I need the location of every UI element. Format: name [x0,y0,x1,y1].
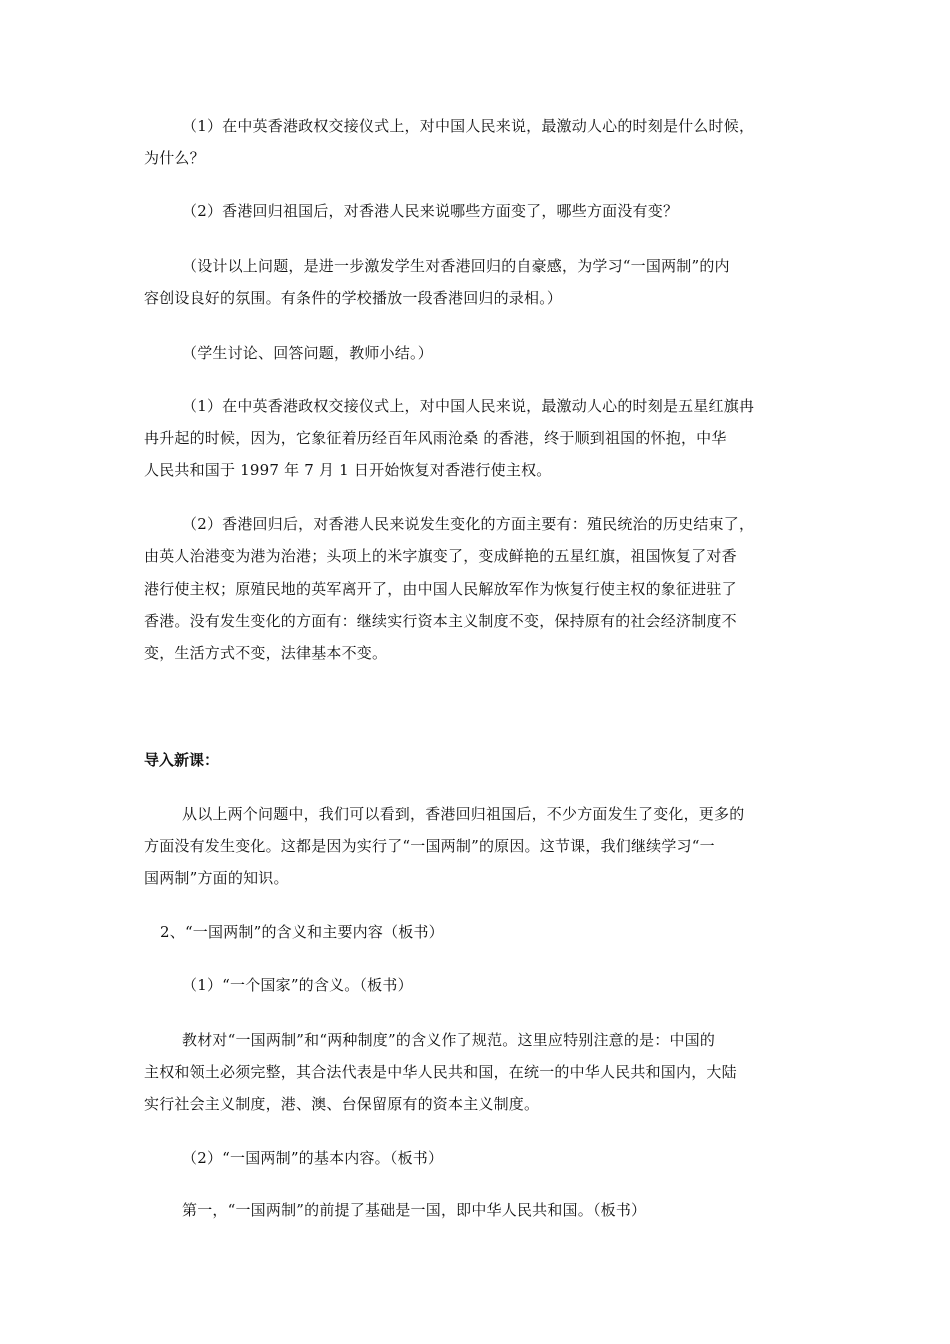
text-line: （1）在中英香港政权交接仪式上，对中国人民来说，最激动人心的时刻是什么时候， [182,117,755,135]
text-line: （1）在中英香港政权交接仪式上，对中国人民来说，最激动人心的时刻是五星红旗冉 [182,397,755,415]
text-line: 香港。没有发生变化的方面有：继续实行资本主义制度不变，保持原有的社会经济制度不 [144,612,737,630]
subsection-title-1: （1）“一个国家”的含义。（板书） [182,976,413,994]
text-line: 港行使主权；原殖民地的英军离开了，由中国人民解放军作为恢复行使主权的象征进驻了 [144,580,737,598]
section-heading-intro: 导入新课： [144,751,220,769]
text-line: 人民共和国于 1997 年 7 月 1 日开始恢复对香港行使主权。 [144,461,552,479]
text-line: （设计以上问题，是进一步激发学生对香港回归的自豪感，为学习“一国两制”的内 [182,257,730,275]
text-line: 教材对“一国两制”和“两种制度”的含义作了规范。这里应特别注意的是：中国的 [182,1031,716,1049]
text-line: （学生讨论、回答问题，教师小结。） [182,344,433,362]
text-line: 容创设良好的氛围。有条件的学校播放一段香港回归的录相。） [144,289,563,307]
text-line: 从以上两个问题中，我们可以看到，香港回归祖国后，不少方面发生了变化，更多的 [182,805,745,823]
text-line: 为什么？ [144,149,205,167]
text-line: 实行社会主义制度，港、澳、台保留原有的资本主义制度。 [144,1095,540,1113]
text-line: 国两制”方面的知识。 [144,869,289,887]
text-line: （2）香港回归祖国后，对香港人民来说哪些方面变了，哪些方面没有变？ [182,202,679,220]
text-line: 方面没有发生变化。这都是因为实行了“一国两制”的原因。这节课，我们继续学习“一 [144,837,715,855]
text-line: 主权和领土必须完整，其合法代表是中华人民共和国，在统一的中华人民共和国内，大陆 [144,1063,737,1081]
paragraph-first-point: 第一，“一国两制”的前提了基础是一国，即中华人民共和国。（板书） [182,1201,647,1219]
subsection-title-2: （2）“一国两制”的基本内容。（板书） [182,1149,444,1167]
text-line: （2）香港回归后，对香港人民来说发生变化的方面主要有：殖民统治的历史结束了， [182,515,755,533]
text-line: 变，生活方式不变，法律基本不变。 [144,644,388,662]
text-line: 冉升起的时候，因为，它象征着历经百年风雨沧桑 的香港，终于顺到祖国的怀抱，中华 [144,429,727,447]
section-title-2: 2、“一国两制”的含义和主要内容（板书） [160,923,444,941]
text-line: 由英人治港变为港为治港；头项上的米字旗变了，变成鲜艳的五星红旗，祖国恢复了对香 [144,547,737,565]
